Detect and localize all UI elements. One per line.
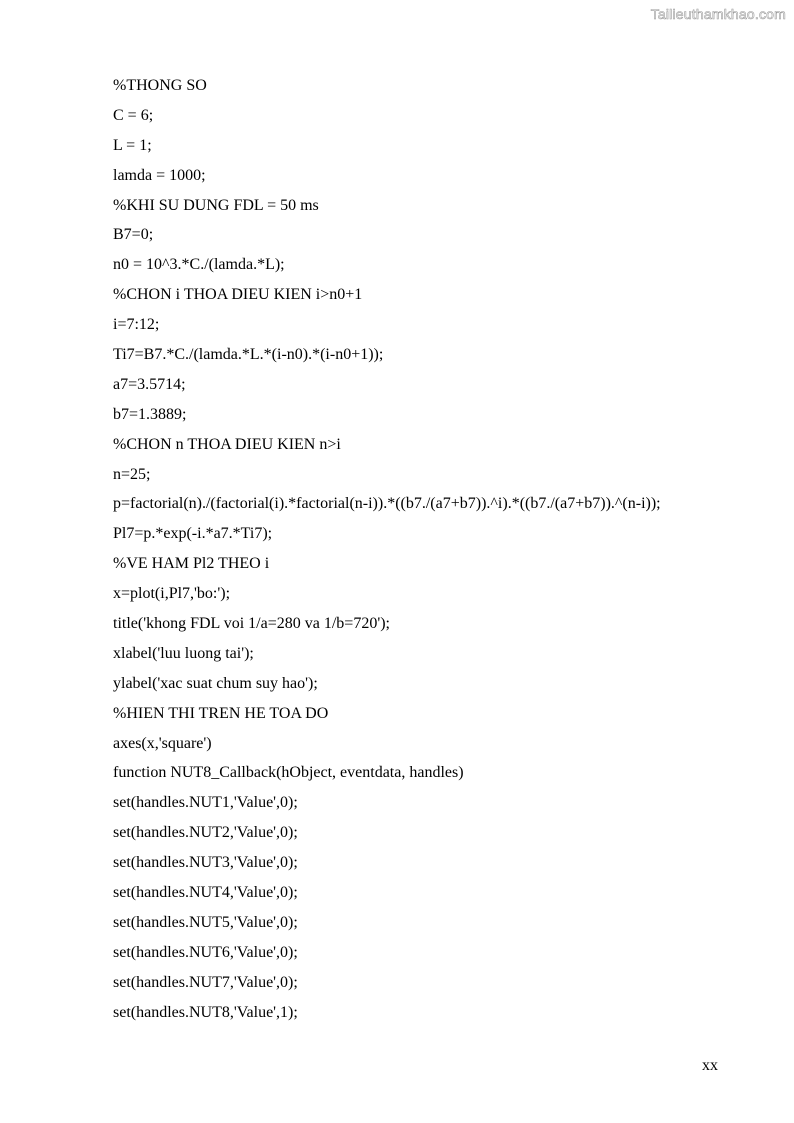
code-line: C = 6; [113, 106, 154, 124]
code-line: set(handles.NUT4,'Value',0); [113, 884, 298, 902]
code-line: set(handles.NUT7,'Value',0); [113, 973, 298, 991]
code-line: i=7:12; [113, 316, 160, 334]
code-line: Pl7=p.*exp(-i.*a7.*Ti7); [113, 525, 273, 543]
code-line: Ti7=B7.*C./(lamda.*L.*(i-n0).*(i-n0+1)); [113, 346, 384, 364]
code-line: %VE HAM Pl2 THEO i [113, 555, 270, 573]
code-line: ylabel('xac suat chum suy hao'); [113, 674, 318, 692]
code-line: title('khong FDL voi 1/a=280 va 1/b=720'); [113, 615, 390, 633]
code-line: %CHON n THOA DIEU KIEN n>i [113, 435, 341, 453]
watermark: Tailieuthamkhao.com [650, 6, 786, 22]
code-listing [113, 74, 661, 1031]
code-line: L = 1; [113, 136, 152, 154]
code-line: %THONG SO [113, 77, 207, 94]
code-line: B7=0; [113, 226, 154, 244]
code-line: n=25; [113, 465, 151, 483]
code-line: set(handles.NUT6,'Value',0); [113, 943, 298, 961]
code-line: lamda = 1000; [113, 166, 206, 184]
code-line: n0 = 10^3.*C./(lamda.*L); [113, 256, 285, 274]
code-line: xlabel('luu luong tai'); [113, 644, 254, 662]
code-line: b7=1.3889; [113, 405, 187, 423]
code-line: %KHI SU DUNG FDL = 50 ms [113, 196, 319, 214]
code-line: function NUT8_Callback(hObject, eventdata, handles) [113, 764, 464, 782]
code-line: set(handles.NUT3,'Value',0); [113, 854, 298, 872]
code-line: axes(x,'square') [113, 734, 212, 752]
code-line: set(handles.NUT8,'Value',1); [113, 1003, 298, 1021]
code-line: a7=3.5714; [113, 375, 186, 393]
code-line: set(handles.NUT5,'Value',0); [113, 913, 298, 931]
code-line: set(handles.NUT1,'Value',0); [113, 794, 298, 812]
page-number: xx [702, 1057, 718, 1074]
code-line: x=plot(i,Pl7,'bo:'); [113, 585, 231, 603]
code-line: p=factorial(n)./(factorial(i).*factorial(n-i)).*((b7./(a7+b7)).^i).*((b7./(a7+b7)).^(n-i)); [113, 495, 661, 513]
code-line: %HIEN THI TREN HE TOA DO [113, 704, 329, 722]
code-line: set(handles.NUT2,'Value',0); [113, 824, 298, 842]
code-line: %CHON i THOA DIEU KIEN i>n0+1 [113, 286, 363, 304]
